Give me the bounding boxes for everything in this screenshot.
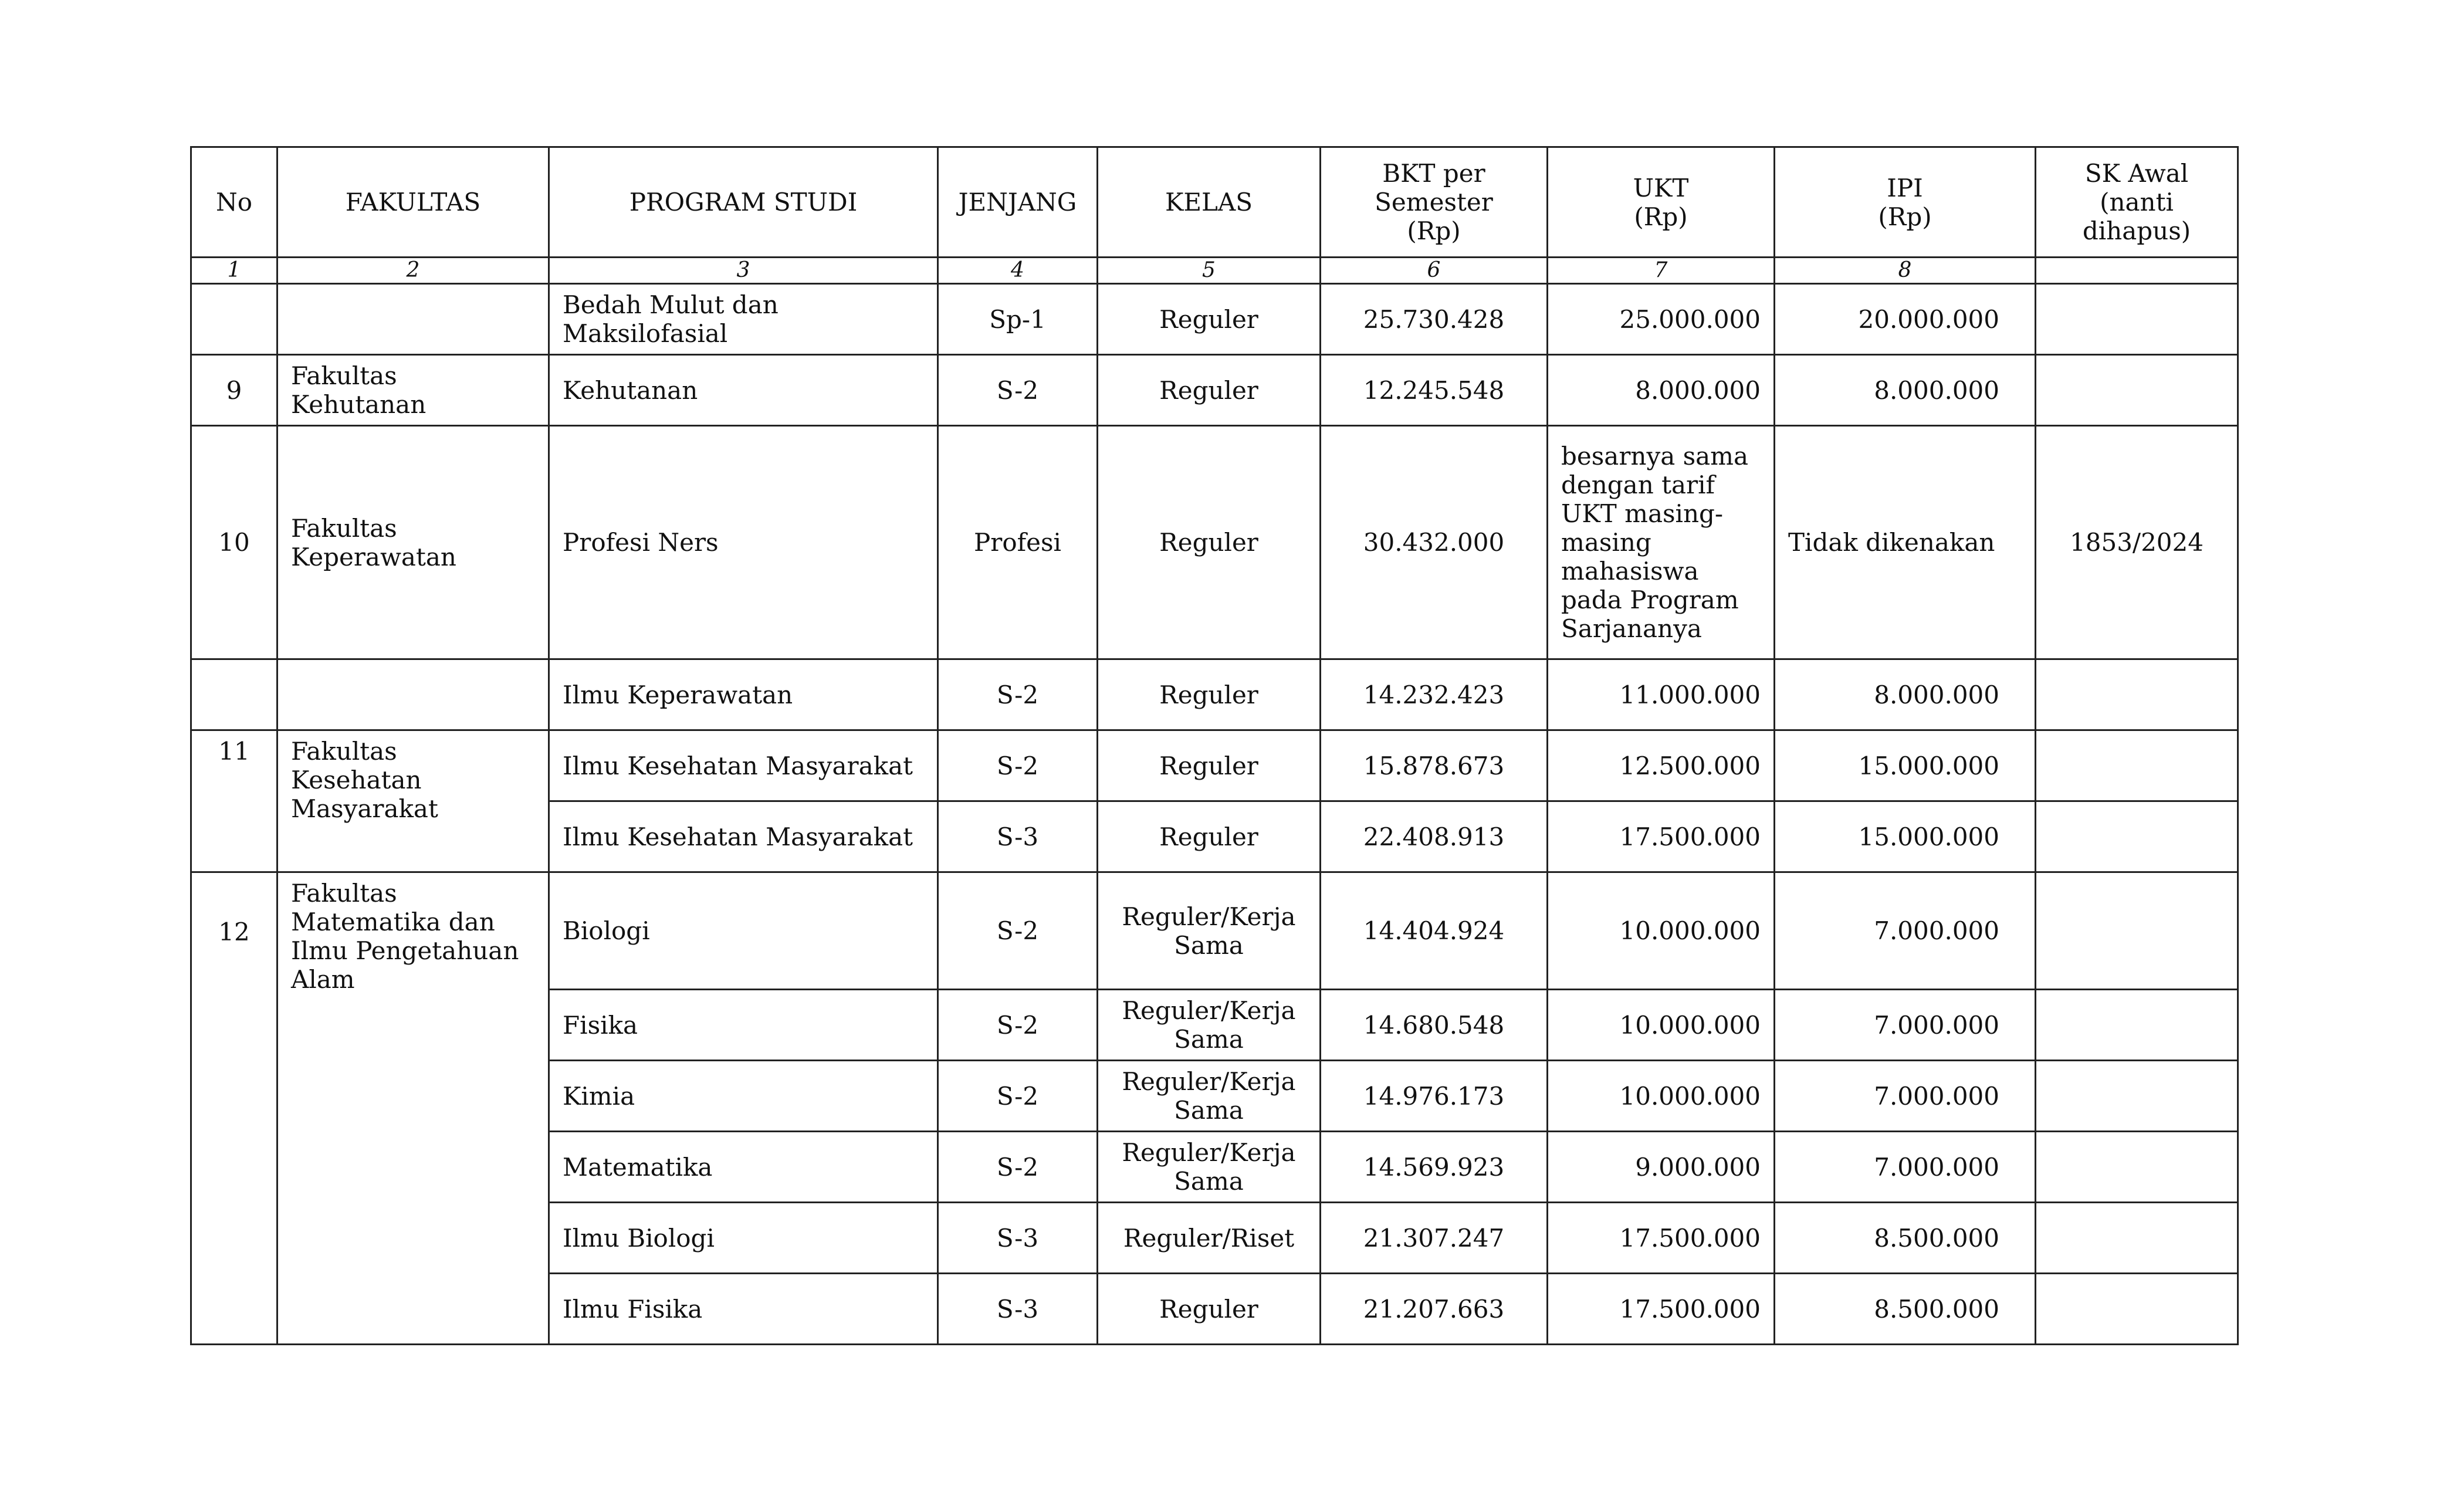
cell-program-studi: Ilmu Fisika bbox=[549, 1274, 938, 1345]
cell-program-studi: Kehutanan bbox=[549, 355, 938, 426]
cell-kelas: Reguler bbox=[1098, 730, 1321, 801]
header-program-studi: PROGRAM STUDI bbox=[549, 147, 938, 258]
cell-kelas: Reguler bbox=[1098, 801, 1321, 872]
cell-ukt: 17.500.000 bbox=[1548, 801, 1775, 872]
column-number: 1 bbox=[191, 258, 277, 284]
header-jenjang: JENJANG bbox=[938, 147, 1098, 258]
cell-kelas: Reguler bbox=[1098, 355, 1321, 426]
cell-ipi: Tidak dikenakan bbox=[1775, 426, 2036, 659]
cell-sk bbox=[2036, 355, 2238, 426]
column-number bbox=[2036, 258, 2238, 284]
cell-program-studi: Fisika bbox=[549, 990, 938, 1061]
cell-ipi: 7.000.000 bbox=[1775, 1061, 2036, 1132]
cell-sk bbox=[2036, 801, 2238, 872]
cell-sk bbox=[2036, 284, 2238, 355]
cell-sk bbox=[2036, 990, 2238, 1061]
cell-jenjang: Profesi bbox=[938, 426, 1098, 659]
header-sk-line-1: SK Awal bbox=[2084, 159, 2189, 188]
cell-jenjang: S-2 bbox=[938, 990, 1098, 1061]
column-number: 3 bbox=[549, 258, 938, 284]
header-bkt-line-3: (Rp) bbox=[1407, 216, 1461, 245]
cell-ukt: 11.000.000 bbox=[1548, 659, 1775, 730]
cell-sk bbox=[2036, 730, 2238, 801]
cell-sk bbox=[2036, 872, 2238, 990]
cell-program-studi: Matematika bbox=[549, 1132, 938, 1203]
cell-ipi: 8.500.000 bbox=[1775, 1203, 2036, 1274]
header-kelas: KELAS bbox=[1098, 147, 1321, 258]
cell-sk bbox=[2036, 659, 2238, 730]
column-number: 8 bbox=[1775, 258, 2036, 284]
table-row bbox=[191, 426, 2238, 659]
header-no: No bbox=[191, 147, 277, 258]
cell-ukt: 10.000.000 bbox=[1548, 872, 1775, 990]
cell-kelas: Reguler/Kerja Sama bbox=[1098, 872, 1321, 990]
cell-fakultas bbox=[277, 659, 549, 730]
cell-fakultas: Fakultas Kehutanan bbox=[277, 355, 549, 426]
cell-sk bbox=[2036, 1061, 2238, 1132]
cell-bkt: 14.232.423 bbox=[1321, 659, 1548, 730]
cell-jenjang: S-3 bbox=[938, 1274, 1098, 1345]
cell-jenjang: S-3 bbox=[938, 1203, 1098, 1274]
cell-jenjang: S-3 bbox=[938, 801, 1098, 872]
cell-fakultas: Fakultas Matematika dan Ilmu Pengetahuan Alam bbox=[277, 872, 549, 1345]
cell-no: 11 bbox=[191, 730, 277, 872]
header-sk-awal bbox=[2036, 147, 2238, 258]
cell-ipi: 7.000.000 bbox=[1775, 1132, 2036, 1203]
cell-program-studi: Kimia bbox=[549, 1061, 938, 1132]
table-row bbox=[191, 730, 2238, 801]
cell-kelas: Reguler/Kerja Sama bbox=[1098, 990, 1321, 1061]
table-row bbox=[191, 872, 2238, 990]
cell-ukt: 17.500.000 bbox=[1548, 1274, 1775, 1345]
cell-no bbox=[191, 659, 277, 730]
cell-sk bbox=[2036, 1274, 2238, 1345]
cell-jenjang: S-2 bbox=[938, 730, 1098, 801]
cell-sk: 1853/2024 bbox=[2036, 426, 2238, 659]
cell-ukt: 10.000.000 bbox=[1548, 1061, 1775, 1132]
cell-kelas: Reguler/Riset bbox=[1098, 1203, 1321, 1274]
cell-ukt: 12.500.000 bbox=[1548, 730, 1775, 801]
cell-program-studi: Ilmu Biologi bbox=[549, 1203, 938, 1274]
cell-bkt: 12.245.548 bbox=[1321, 355, 1548, 426]
cell-ukt: 10.000.000 bbox=[1548, 990, 1775, 1061]
cell-jenjang: S-2 bbox=[938, 1061, 1098, 1132]
cell-ukt: besarnya sama dengan tarif UKT masing-masing mahasiswa pada Program Sarjananya bbox=[1548, 426, 1775, 659]
cell-ipi: 7.000.000 bbox=[1775, 872, 2036, 990]
tuition-fee-table bbox=[190, 146, 2239, 1345]
cell-ukt: 9.000.000 bbox=[1548, 1132, 1775, 1203]
cell-bkt: 21.307.247 bbox=[1321, 1203, 1548, 1274]
header-sk-line-2: (nanti bbox=[2100, 188, 2174, 216]
header-fakultas: FAKULTAS bbox=[277, 147, 549, 258]
cell-bkt: 14.680.548 bbox=[1321, 990, 1548, 1061]
cell-ipi: 15.000.000 bbox=[1775, 801, 2036, 872]
table-row bbox=[191, 659, 2238, 730]
header-bkt-line-2: Semester bbox=[1375, 188, 1493, 216]
cell-kelas: Reguler bbox=[1098, 284, 1321, 355]
cell-ipi: 15.000.000 bbox=[1775, 730, 2036, 801]
cell-ukt: 17.500.000 bbox=[1548, 1203, 1775, 1274]
header-row bbox=[191, 147, 2238, 258]
column-number: 7 bbox=[1548, 258, 1775, 284]
cell-bkt: 14.404.924 bbox=[1321, 872, 1548, 990]
cell-program-studi: Profesi Ners bbox=[549, 426, 938, 659]
cell-jenjang: S-2 bbox=[938, 355, 1098, 426]
column-number: 5 bbox=[1098, 258, 1321, 284]
column-number: 6 bbox=[1321, 258, 1548, 284]
header-sk-line-3: dihapus) bbox=[2082, 216, 2191, 245]
cell-jenjang: S-2 bbox=[938, 872, 1098, 990]
cell-kelas: Reguler bbox=[1098, 1274, 1321, 1345]
column-number: 4 bbox=[938, 258, 1098, 284]
cell-sk bbox=[2036, 1203, 2238, 1274]
cell-kelas: Reguler bbox=[1098, 426, 1321, 659]
cell-program-studi: Ilmu Keperawatan bbox=[549, 659, 938, 730]
header-ukt bbox=[1548, 147, 1775, 258]
cell-bkt: 22.408.913 bbox=[1321, 801, 1548, 872]
cell-bkt: 14.976.173 bbox=[1321, 1061, 1548, 1132]
cell-no: 10 bbox=[191, 426, 277, 659]
cell-no: 12 bbox=[191, 872, 277, 1345]
cell-jenjang: S-2 bbox=[938, 659, 1098, 730]
cell-fakultas bbox=[277, 284, 549, 355]
cell-sk bbox=[2036, 1132, 2238, 1203]
cell-bkt: 30.432.000 bbox=[1321, 426, 1548, 659]
cell-bkt: 15.878.673 bbox=[1321, 730, 1548, 801]
cell-ipi: 20.000.000 bbox=[1775, 284, 2036, 355]
cell-program-studi: Ilmu Kesehatan Masyarakat bbox=[549, 730, 938, 801]
cell-jenjang: Sp-1 bbox=[938, 284, 1098, 355]
cell-program-studi: Bedah Mulut dan Maksilofasial bbox=[549, 284, 938, 355]
header-ipi-line-1: IPI bbox=[1887, 173, 1923, 202]
cell-program-studi: Biologi bbox=[549, 872, 938, 990]
cell-bkt: 25.730.428 bbox=[1321, 284, 1548, 355]
header-ipi bbox=[1775, 147, 2036, 258]
table-row bbox=[191, 284, 2238, 355]
cell-kelas: Reguler/Kerja Sama bbox=[1098, 1061, 1321, 1132]
column-number: 2 bbox=[277, 258, 549, 284]
header-bkt-line-1: BKT per bbox=[1382, 159, 1485, 188]
column-number-row bbox=[191, 258, 2238, 284]
cell-fakultas: Fakultas Keperawatan bbox=[277, 426, 549, 659]
cell-jenjang: S-2 bbox=[938, 1132, 1098, 1203]
cell-kelas: Reguler bbox=[1098, 659, 1321, 730]
cell-ukt: 8.000.000 bbox=[1548, 355, 1775, 426]
header-bkt bbox=[1321, 147, 1548, 258]
cell-program-studi: Ilmu Kesehatan Masyarakat bbox=[549, 801, 938, 872]
cell-bkt: 14.569.923 bbox=[1321, 1132, 1548, 1203]
cell-ipi: 8.000.000 bbox=[1775, 659, 2036, 730]
cell-no bbox=[191, 284, 277, 355]
cell-ipi: 7.000.000 bbox=[1775, 990, 2036, 1061]
header-ukt-line-2: (Rp) bbox=[1634, 202, 1688, 231]
table-row bbox=[191, 355, 2238, 426]
header-ipi-line-2: (Rp) bbox=[1878, 202, 1932, 231]
cell-no: 9 bbox=[191, 355, 277, 426]
cell-fakultas: Fakultas Kesehatan Masyarakat bbox=[277, 730, 549, 872]
cell-bkt: 21.207.663 bbox=[1321, 1274, 1548, 1345]
cell-ipi: 8.000.000 bbox=[1775, 355, 2036, 426]
cell-kelas: Reguler/Kerja Sama bbox=[1098, 1132, 1321, 1203]
cell-ipi: 8.500.000 bbox=[1775, 1274, 2036, 1345]
header-ukt-line-1: UKT bbox=[1633, 173, 1689, 202]
cell-ukt: 25.000.000 bbox=[1548, 284, 1775, 355]
